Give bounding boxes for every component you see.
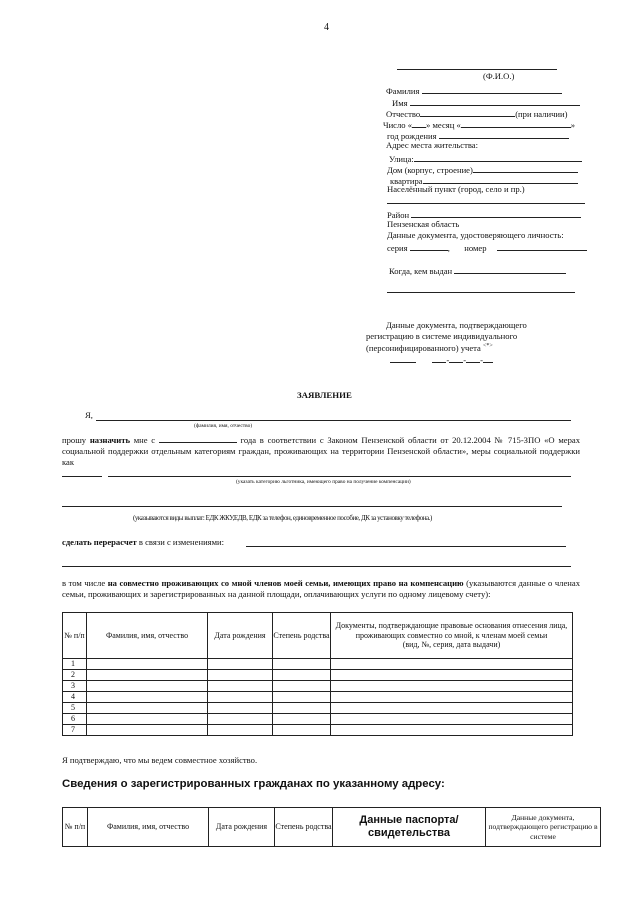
cell-fio[interactable] — [87, 725, 208, 736]
snils-field-d[interactable] — [466, 353, 480, 363]
i-label: Я, — [85, 410, 93, 420]
apartment-label: квартира — [390, 176, 423, 186]
cell-docs[interactable] — [331, 659, 573, 670]
category-field-a[interactable] — [62, 476, 102, 477]
recalc-field-2[interactable] — [62, 566, 571, 567]
snils-field-c[interactable] — [449, 353, 463, 363]
family-bold: на совместно проживающих со мной членов моей семьи, имеющих право на компенсацию — [107, 578, 464, 588]
reg-header-num: № п/п — [63, 808, 88, 847]
cell-birth[interactable] — [208, 670, 273, 681]
house-label: Дом (корпус, строение) — [387, 165, 473, 175]
cell-birth[interactable] — [208, 692, 273, 703]
name-label: Имя — [392, 98, 408, 108]
header-num: № п/п — [63, 613, 87, 659]
cell-birth[interactable] — [208, 725, 273, 736]
cell-docs[interactable] — [331, 681, 573, 692]
cell-kinship[interactable] — [273, 725, 331, 736]
registered-table-header — [63, 808, 601, 847]
confirm-text: Я подтверждаю, что мы ведем совместное хозяйство. — [62, 755, 258, 765]
house-field[interactable] — [473, 163, 578, 173]
reg-header-fio: Фамилия, имя, отчество — [88, 808, 209, 847]
cell-docs[interactable] — [331, 670, 573, 681]
snils-line-2: регистрацию в системе индивидуального — [366, 331, 518, 341]
cell-birth[interactable] — [208, 681, 273, 692]
request-mid: мне с — [133, 435, 156, 445]
reg-header-kinship: Степень родства — [275, 808, 333, 847]
settlement-field[interactable] — [387, 203, 585, 204]
apartment-field[interactable] — [423, 174, 578, 184]
surname-field[interactable] — [422, 84, 562, 94]
row-number: 6 — [63, 714, 87, 725]
cell-fio[interactable] — [87, 714, 208, 725]
cell-docs[interactable] — [331, 692, 573, 703]
table-row — [63, 681, 573, 692]
birth-end-label: » — [570, 120, 576, 130]
row-number: 1 — [63, 659, 87, 670]
reg-header-birth: Дата рождения — [209, 808, 275, 847]
table-row — [63, 703, 573, 714]
street-label: Улица: — [389, 154, 414, 164]
issued-field-2[interactable] — [387, 292, 575, 293]
number-field[interactable] — [497, 241, 587, 251]
series-label: серия — [387, 243, 408, 253]
cell-fio[interactable] — [87, 703, 208, 714]
payment-types-field[interactable] — [62, 506, 562, 507]
cell-birth[interactable] — [208, 703, 273, 714]
request-paragraph — [62, 434, 580, 468]
start-date-field[interactable] — [159, 434, 237, 443]
snils-line-1: Данные документа, подтверждающего — [386, 320, 527, 330]
payment-types-hint: (указываются виды выплат: ЕДК ЖКУ,ЕДВ, ЕДК за телефон, единовременное пособие, ДК за установку телефона.) — [133, 514, 432, 522]
patronymic-label: Отчество — [386, 109, 421, 119]
table-row — [63, 659, 573, 670]
cell-kinship[interactable] — [273, 703, 331, 714]
recalc-field[interactable] — [246, 546, 566, 547]
header-fio: Фамилия, имя, отчество — [87, 613, 208, 659]
cell-kinship[interactable] — [273, 714, 331, 725]
cell-kinship[interactable] — [273, 659, 331, 670]
family-rest: (указываются данные о членах семьи, проживающих и зарегистрированных на данной площади, оплачивающих услуги по одному лицевому счету): — [62, 578, 580, 599]
applicant-fio-field[interactable] — [96, 420, 571, 421]
registered-table — [62, 807, 601, 847]
series-field[interactable] — [410, 241, 448, 251]
fio-hint: (фамилия, имя, отчество) — [194, 423, 253, 429]
birth-day-field[interactable] — [412, 118, 426, 128]
cell-fio[interactable] — [87, 670, 208, 681]
header-birth: Дата рождения — [208, 613, 273, 659]
reg-header-passport: Данные паспорта/свидетельства — [333, 808, 486, 847]
if-any-label: (при наличии) — [515, 109, 568, 119]
recalc-bold: сделать перерасчет — [62, 537, 137, 547]
table-row — [63, 692, 573, 703]
fio-caption: (Ф.И.О.) — [483, 71, 515, 81]
cell-kinship[interactable] — [273, 670, 331, 681]
cell-fio[interactable] — [87, 681, 208, 692]
issued-label: Когда, кем выдан — [389, 266, 453, 276]
cell-docs[interactable] — [331, 725, 573, 736]
header-docs-sub: (вид, №, серия, дата выдачи) — [402, 640, 501, 650]
snils-field-a[interactable] — [390, 353, 416, 363]
row-number: 4 — [63, 692, 87, 703]
cell-docs[interactable] — [331, 703, 573, 714]
patronymic-field[interactable] — [420, 107, 515, 117]
cell-docs[interactable] — [331, 714, 573, 725]
table-row — [63, 670, 573, 681]
id-doc-label: Данные документа, удостоверяющего личность: — [387, 230, 564, 240]
row-number: 7 — [63, 725, 87, 736]
birth-year-field[interactable] — [439, 129, 569, 139]
family-table — [62, 612, 573, 736]
surname-label: Фамилия — [386, 86, 420, 96]
request-bold: назначить — [89, 435, 130, 445]
registered-title: Сведения о зарегистрированных гражданах по указанному адресу: — [62, 778, 445, 790]
number-label: номер — [464, 243, 487, 253]
row-number: 2 — [63, 670, 87, 681]
category-field[interactable] — [108, 476, 571, 477]
birth-month-label: » месяц « — [426, 120, 461, 130]
table-row — [63, 714, 573, 725]
recalc-rest: в связи с изменениями: — [138, 537, 225, 547]
snils-field-b[interactable] — [432, 353, 446, 363]
name-field[interactable] — [410, 96, 580, 106]
page-number: 4 — [324, 22, 329, 33]
cell-kinship[interactable] — [273, 692, 331, 703]
cell-birth[interactable] — [208, 714, 273, 725]
district-field[interactable] — [411, 208, 581, 218]
reg-header-doc: Данные документа, подтверждающего регистрацию в системе — [486, 808, 601, 847]
application-title: ЗАЯВЛЕНИЕ — [297, 390, 352, 400]
header-docs — [331, 613, 573, 659]
fio-line[interactable] — [397, 69, 557, 70]
family-table-header — [63, 613, 573, 659]
settlement-label: Населённый пункт (город, село и пр.) — [387, 184, 525, 194]
address-title: Адрес места жительства: — [386, 140, 479, 150]
row-number: 5 — [63, 703, 87, 714]
family-paragraph — [62, 578, 580, 600]
request-rest: года в соответствии с Законом Пензенской области от 20.12.2004 № 715-ЗПО «О мерах социальной поддержки отдельным категориям граждан, проживающих на территории Пензенской области», меры социальной поддержки как — [62, 435, 580, 467]
snils-note: <*> — [482, 343, 493, 349]
snils-line-3: (персонифицированного) учета — [366, 342, 481, 353]
street-field[interactable] — [414, 152, 582, 162]
table-row — [63, 725, 573, 736]
category-hint: (указать категорию льготника, имеющего право на получение компенсации) — [236, 479, 411, 485]
district-label: Район — [387, 210, 410, 220]
cell-fio[interactable] — [87, 692, 208, 703]
snils-field-e[interactable] — [483, 353, 493, 363]
header-kinship: Степень родства — [273, 613, 331, 659]
birth-year-label: год рождения — [387, 131, 437, 141]
cell-kinship[interactable] — [273, 681, 331, 692]
issued-field[interactable] — [454, 264, 566, 274]
request-pre: прошу — [62, 435, 87, 445]
header-docs-text: Документы, подтверждающие правовые основания отнесения лица, проживающих совместно со мной, к членам моей семьи — [335, 621, 568, 640]
cell-birth[interactable] — [208, 659, 273, 670]
region-label: Пензенская область — [387, 219, 460, 229]
row-number: 3 — [63, 681, 87, 692]
birth-day-label: Число « — [383, 120, 413, 130]
cell-fio[interactable] — [87, 659, 208, 670]
birth-month-field[interactable] — [461, 118, 571, 128]
family-pre: в том числе — [62, 578, 106, 588]
